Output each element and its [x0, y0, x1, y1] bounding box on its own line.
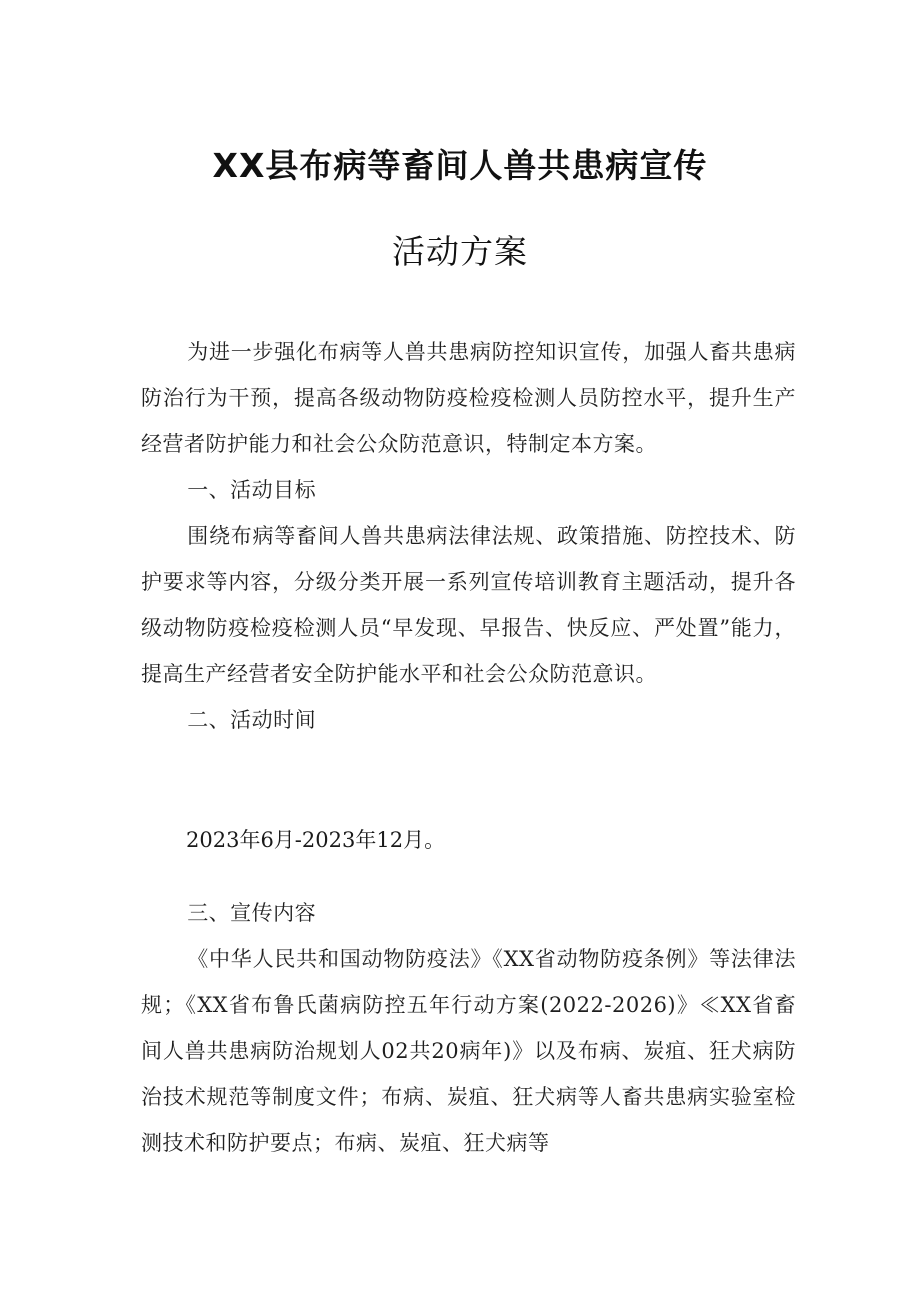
section2-heading: 二、活动时间 — [187, 708, 317, 732]
section1-heading: 一、活动目标 — [187, 478, 317, 502]
section2-date: 2023年6月-2023年12月。 — [186, 828, 446, 852]
document-body-bottom — [141, 890, 796, 1166]
section3-paragraph: 《中华人民共和国动物防疫法》《XX省动物防疫条例》等法律法规；《XX省布鲁氏菌病防控五年行动方案(2022-2026)》≪XX省畜间人兽共患病防治规划人02共20病年)》以及布病、炭疽、狂犬病防治技术规范等制度文件；布病、炭疽、狂犬病等人畜共患病实验室检测技术和防护要点；布病、炭疽、狂犬病等 — [141, 947, 796, 1155]
document-body-top — [141, 329, 796, 743]
section1-paragraph: 围绕布病等畜间人兽共患病法律法规、政策措施、防控技术、防护要求等内容，分级分类开展一系列宣传培训教育主题活动，提升各级动物防疫检疫检测人员“早发现、早报告、快反应、严处置”能力，提高生产经营者安全防护能水平和社会公众防范意识。 — [141, 524, 796, 686]
document-title-line1: XX县布病等畜间人兽共患病宣传 — [212, 146, 708, 185]
section3-heading: 三、宣传内容 — [187, 901, 317, 925]
intro-paragraph: 为进一步强化布病等人兽共患病防控知识宣传，加强人畜共患病防治行为干预，提高各级动物防疫检疫检测人员防控水平，提升生产经营者防护能力和社会公众防范意识，特制定本方案。 — [141, 340, 796, 456]
document-title-line2: 活动方案 — [392, 232, 528, 271]
